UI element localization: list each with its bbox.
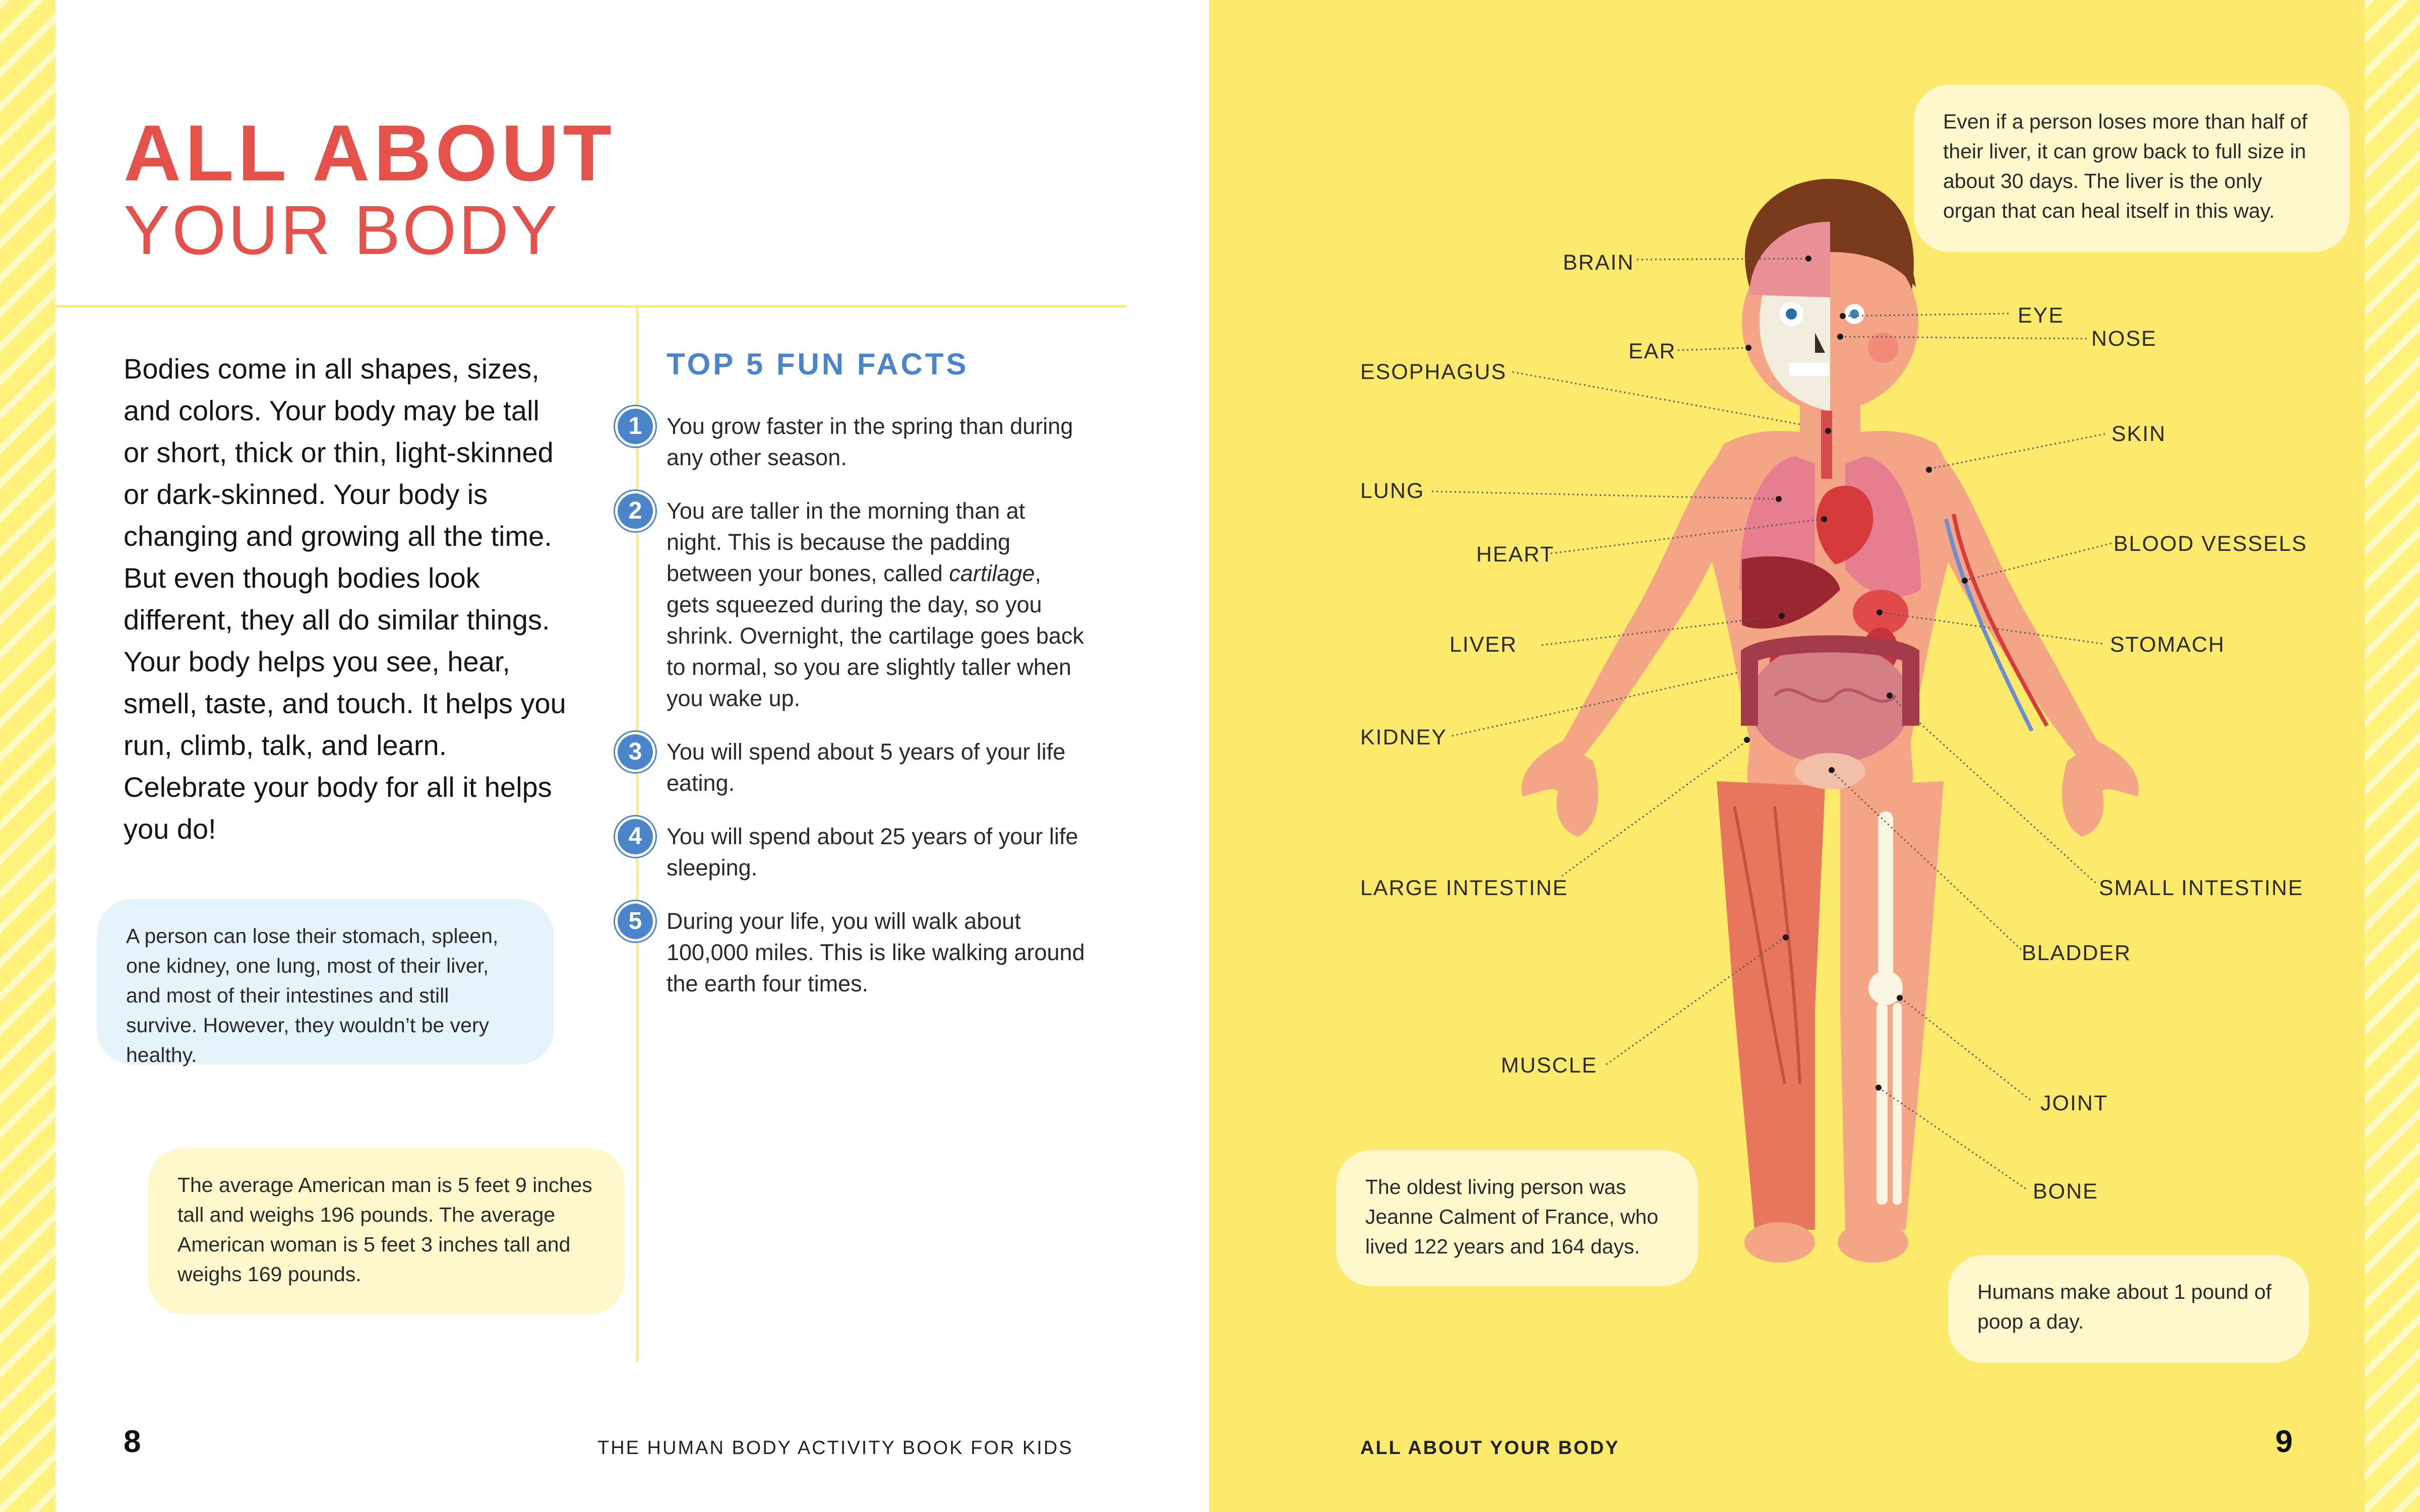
label-kidney: KIDNEY bbox=[1360, 725, 1447, 749]
label-esophagus: ESOPHAGUS bbox=[1360, 360, 1507, 384]
label-muscle: MUSCLE bbox=[1501, 1053, 1598, 1078]
label-brain: BRAIN bbox=[1563, 250, 1635, 275]
intro-paragraph: Bodies come in all shapes, sizes, and colors. Your body may be tall or short, thick or thin, light-skinned or dark-skinned. Your body is changing and growing all the time. But even though bodies look different, they all do similar things. Your body helps you see, hear, smell, taste, and touch. It helps you run, climb, talk, and learn. Celebrate your body for all it helps you do! bbox=[124, 353, 566, 845]
label-eye: EYE bbox=[2018, 303, 2065, 328]
label-large-intestine: LARGE INTESTINE bbox=[1360, 876, 1568, 900]
fun-fact-text: You grow faster in the spring than during any other season. bbox=[667, 413, 1073, 470]
label-nose: NOSE bbox=[2091, 327, 2157, 351]
page-title-line1: ALL ABOUT bbox=[124, 109, 616, 198]
fun-fact-text: During your life, you will walk about 100,000 miles. This is like walking around the earth four times. bbox=[667, 908, 1085, 996]
number-badge-icon: 2 bbox=[618, 493, 653, 529]
label-bladder: BLADDER bbox=[2022, 941, 2132, 965]
fact-bubble-survive: A person can lose their stomach, spleen, one kidney, one lung, most of their liver, and most of their intestines and still survive. However, they wouldn’t be very healthy. bbox=[97, 899, 554, 1064]
number-badge-icon: 1 bbox=[618, 409, 653, 444]
fun-fact-text-start: You are taller in the morning than at night. This is because the padding between your bones, called bbox=[667, 498, 1025, 586]
label-liver: LIVER bbox=[1449, 633, 1518, 657]
fun-facts-heading: TOP 5 FUN FACTS bbox=[667, 347, 969, 381]
number-badge-icon: 5 bbox=[618, 904, 653, 939]
page-number-left: 8 bbox=[124, 1424, 141, 1459]
label-ear: EAR bbox=[1628, 339, 1676, 363]
label-blood-vessels: BLOOD VESSELS bbox=[2113, 532, 2308, 556]
fact-bubble-poop: Humans make about 1 pound of poop a day. bbox=[1948, 1255, 2309, 1363]
number-badge-icon: 3 bbox=[618, 734, 653, 770]
number-badge-icon: 4 bbox=[618, 819, 653, 854]
label-small-intestine: SMALL INTESTINE bbox=[2099, 876, 2304, 900]
running-head-left: THE HUMAN BODY ACTIVITY BOOK FOR KIDS bbox=[597, 1437, 1073, 1459]
page-title-line2: YOUR BODY bbox=[124, 192, 560, 269]
label-joint: JOINT bbox=[2040, 1091, 2108, 1115]
fun-fact-term: cartilage bbox=[949, 560, 1035, 586]
fact-bubble-average-height: The average American man is 5 feet 9 inches tall and weighs 196 pounds. The average American woman is 5 feet 3 inches tall and weighs 169 pounds. bbox=[148, 1148, 625, 1314]
fun-fact-text-end: , gets squeezed during the day, so you shrink. Overnight, the cartilage goes back to normal, so you are slightly taller when you wake up. bbox=[667, 560, 1084, 711]
label-heart: HEART bbox=[1476, 542, 1554, 566]
label-stomach: STOMACH bbox=[2110, 633, 2225, 657]
label-skin: SKIN bbox=[2111, 422, 2166, 446]
label-bone: BONE bbox=[2033, 1179, 2098, 1204]
fact-bubble-oldest-person: The oldest living person was Jeanne Calment of France, who lived 122 years and 164 days. bbox=[1336, 1150, 1698, 1286]
fun-fact-text: You will spend about 25 years of your life sleeping. bbox=[667, 824, 1078, 880]
fact-bubble-liver: Even if a person loses more than half of their liver, it can grow back to full size in about 30 days. The liver is the only organ that can heal itself in this way. bbox=[1914, 85, 2349, 252]
running-head-right: ALL ABOUT YOUR BODY bbox=[1360, 1437, 1620, 1459]
page-number-right: 9 bbox=[2275, 1424, 2293, 1459]
label-lung: LUNG bbox=[1360, 479, 1425, 503]
fun-fact-text: You will spend about 5 years of your life eating. bbox=[667, 739, 1066, 796]
